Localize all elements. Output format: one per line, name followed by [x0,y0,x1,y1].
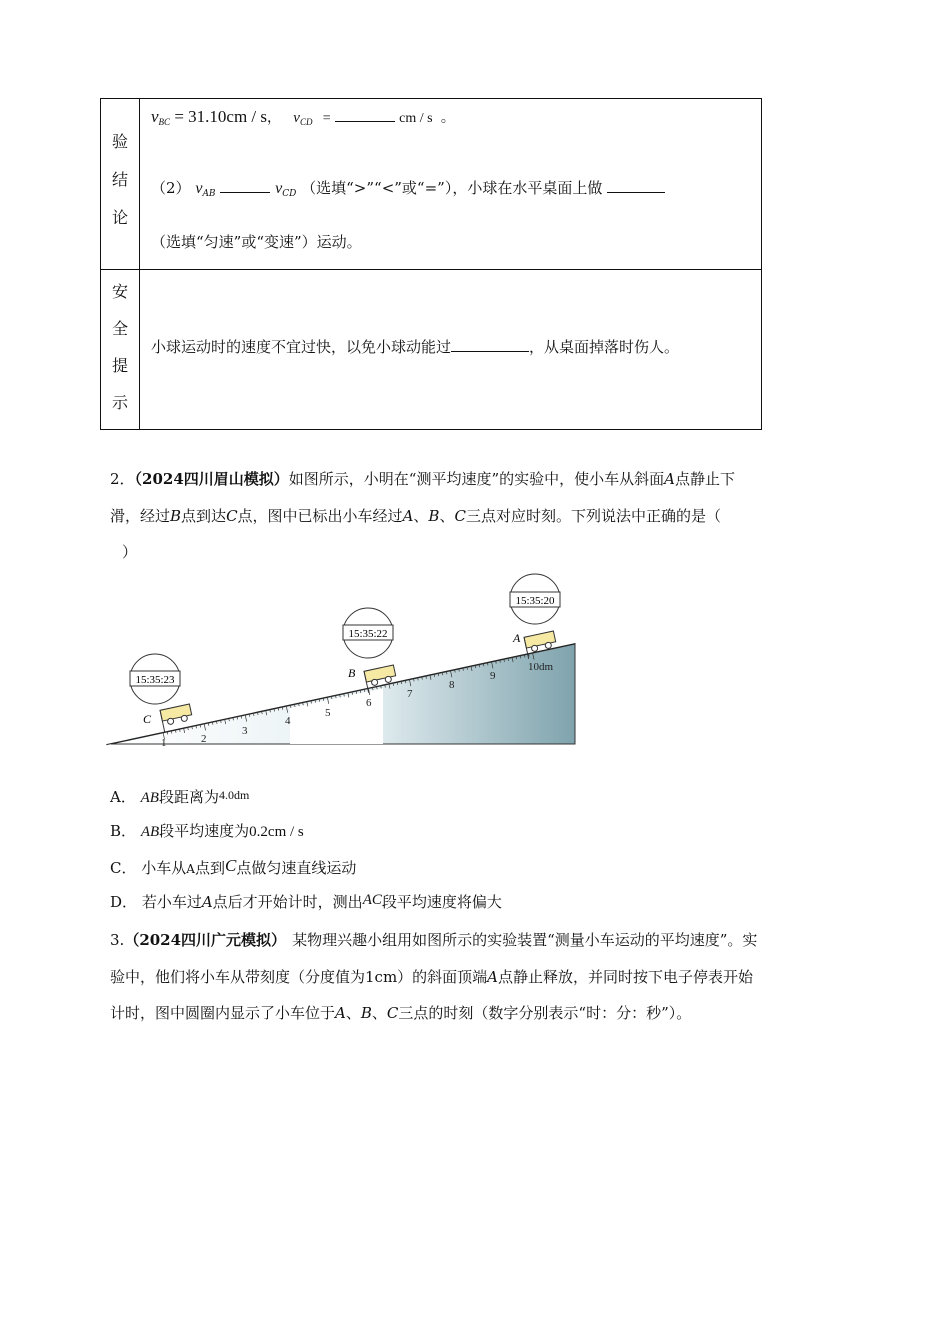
tick-label: 7 [407,688,413,700]
separator: 、 [439,507,455,525]
clock-b-time: 15:35:22 [348,628,388,640]
subscript-bc: BC [158,117,171,127]
tick-label: 2 [201,733,207,745]
v-symbol: v [275,180,283,197]
point-a: A [664,470,675,488]
tick-label: 6 [366,697,372,709]
period: 。 [440,111,455,126]
velocity-results-line [151,107,455,127]
option-key: A． [110,788,136,806]
v-symbol: v [195,180,203,197]
row-header-char: 全 [111,319,128,338]
vcd-answer-blank [335,121,395,122]
ruler-unit-label: 10dm [528,661,554,673]
tick-label: 1 [161,737,167,749]
clock-a-time: 15:35:20 [515,595,555,607]
comparison-line [151,177,665,199]
separator: 、 [413,507,429,525]
q2-text: 滑，经过 [110,507,171,525]
q2-text: 如图所示，小明在“测平均速度”的实验中，使小车从斜面 [288,470,665,488]
point-c: C [386,1004,399,1022]
q2-text: 点到达 [181,507,227,525]
row-header-conclusion [101,129,139,243]
option-text: 点做匀速直线运动 [236,859,357,877]
option-c[interactable] [110,856,356,878]
clock-c [130,654,180,704]
incline-figure [105,568,585,753]
subscript-ab: AB [202,189,216,199]
q3-text: 计时，图中圆圈内显示了小车位于 [110,1004,336,1022]
motion-type-blank [607,192,665,193]
compare-answer-blank [220,192,270,193]
point-a: A [402,507,414,525]
comma: ， [267,111,282,126]
point-c: C [454,507,466,525]
tick-label: 3 [242,725,248,737]
safety-text-a: 小球运动时的速度不宜过快，以免小球动能过 [151,338,452,356]
option-value: 4.0dm [218,788,250,802]
option-text: 点到 [194,859,225,877]
option-math: AB [140,824,160,840]
label-c: C [143,712,152,726]
row-header-char: 提 [111,356,128,375]
option-b[interactable] [110,820,304,841]
option-math: AB [140,790,159,806]
point-b: B [428,507,440,525]
q2-close-paren: ） [122,543,138,561]
label-a: A [513,631,521,645]
row-header-char: 结 [111,170,128,189]
table-vertical-divider [139,99,140,429]
q3-text: 点静止释放，并同时按下电子停表开始 [498,968,754,986]
vbc-value: = 31.10cm / s [174,107,268,126]
option-d[interactable] [110,891,502,912]
q3-line-1 [110,929,757,950]
option-value: 0.2cm / s [249,824,304,840]
q2-text: 点静止下 [674,470,735,488]
tick-label: 9 [490,670,496,682]
subscript-cd: CD [299,117,313,127]
tick-label: 5 [325,707,331,719]
q3-line-3 [110,1002,691,1023]
option-text: 小车从 [141,859,187,877]
label-b: B [348,666,356,680]
q2-text: 三点对应时刻。下列说法中正确的是（ [465,507,721,525]
point-a: A [186,862,195,876]
point-b: B [170,507,182,525]
question-source: （2024四川广元模拟） [124,931,287,949]
point-a: A [201,893,213,911]
q3-text: 验中，他们将小车从带刻度（分度值为1cm）的斜面顶端 [110,968,488,986]
row-header-char: 安 [111,282,128,301]
option-text: 段距离为 [158,788,219,806]
point-a: A [335,1004,346,1022]
table-horizontal-divider [101,269,761,270]
point-c: C [224,856,237,875]
equals-sign: = [322,111,331,126]
v-symbol: v [151,107,159,126]
separator: 、 [345,1004,361,1022]
q2-text: 点，图中已标出小车经过 [237,507,403,525]
safety-answer-blank [451,351,529,352]
point-c: C [226,507,238,525]
option-text: 段平均速度将偏大 [381,893,502,911]
v-symbol: v [293,110,300,126]
tick-label: 4 [285,715,291,727]
option-math: AC [362,892,382,908]
option-key: D． [110,893,138,911]
q3-text: 三点的时刻（数字分别表示“时：分：秒”）。 [398,1004,692,1022]
option-key: C． [110,859,137,877]
comparison-instruction: （选填“>”“<”或“=”），小球在水平桌面上做 [301,179,603,197]
q3-line-2 [110,966,753,987]
question-number: 2． [110,470,135,488]
point-a: A [487,968,499,986]
question-number: 3. [110,931,125,949]
separator: 、 [371,1004,387,1022]
option-key: B． [110,822,137,840]
q2-line-1 [110,468,735,489]
clock-c-time: 15:35:23 [135,674,175,686]
point-b: B [360,1004,372,1022]
vcd-unit: cm / s [399,111,433,126]
subscript-cd: CD [282,189,297,199]
row-header-char: 示 [111,393,128,412]
q2-line-2 [110,505,721,526]
tick-label: 8 [449,679,455,691]
motion-type-hint: （选填“匀速”或“变速”）运动。 [151,233,362,251]
row-header-char: 验 [111,132,128,151]
safety-text-b: ，从桌面掉落时伤人。 [529,338,680,356]
q3-text: 某物理兴趣小组用如图所示的实验装置“测量小车运动的平均速度”。实 [292,931,758,949]
safety-tip-line [151,336,679,357]
question-source: （2024四川眉山模拟） [134,470,289,488]
experiment-table [100,98,762,430]
option-text: 点后才开始计时，测出 [212,893,363,911]
row-header-safety [101,279,139,427]
option-a[interactable] [110,786,249,807]
clock-a [510,574,560,624]
row-header-char: 论 [111,208,128,227]
clock-b [343,608,393,658]
option-text: 段平均速度为 [159,822,250,840]
question-number: （2） [151,179,191,197]
option-text: 若小车过 [141,893,202,911]
